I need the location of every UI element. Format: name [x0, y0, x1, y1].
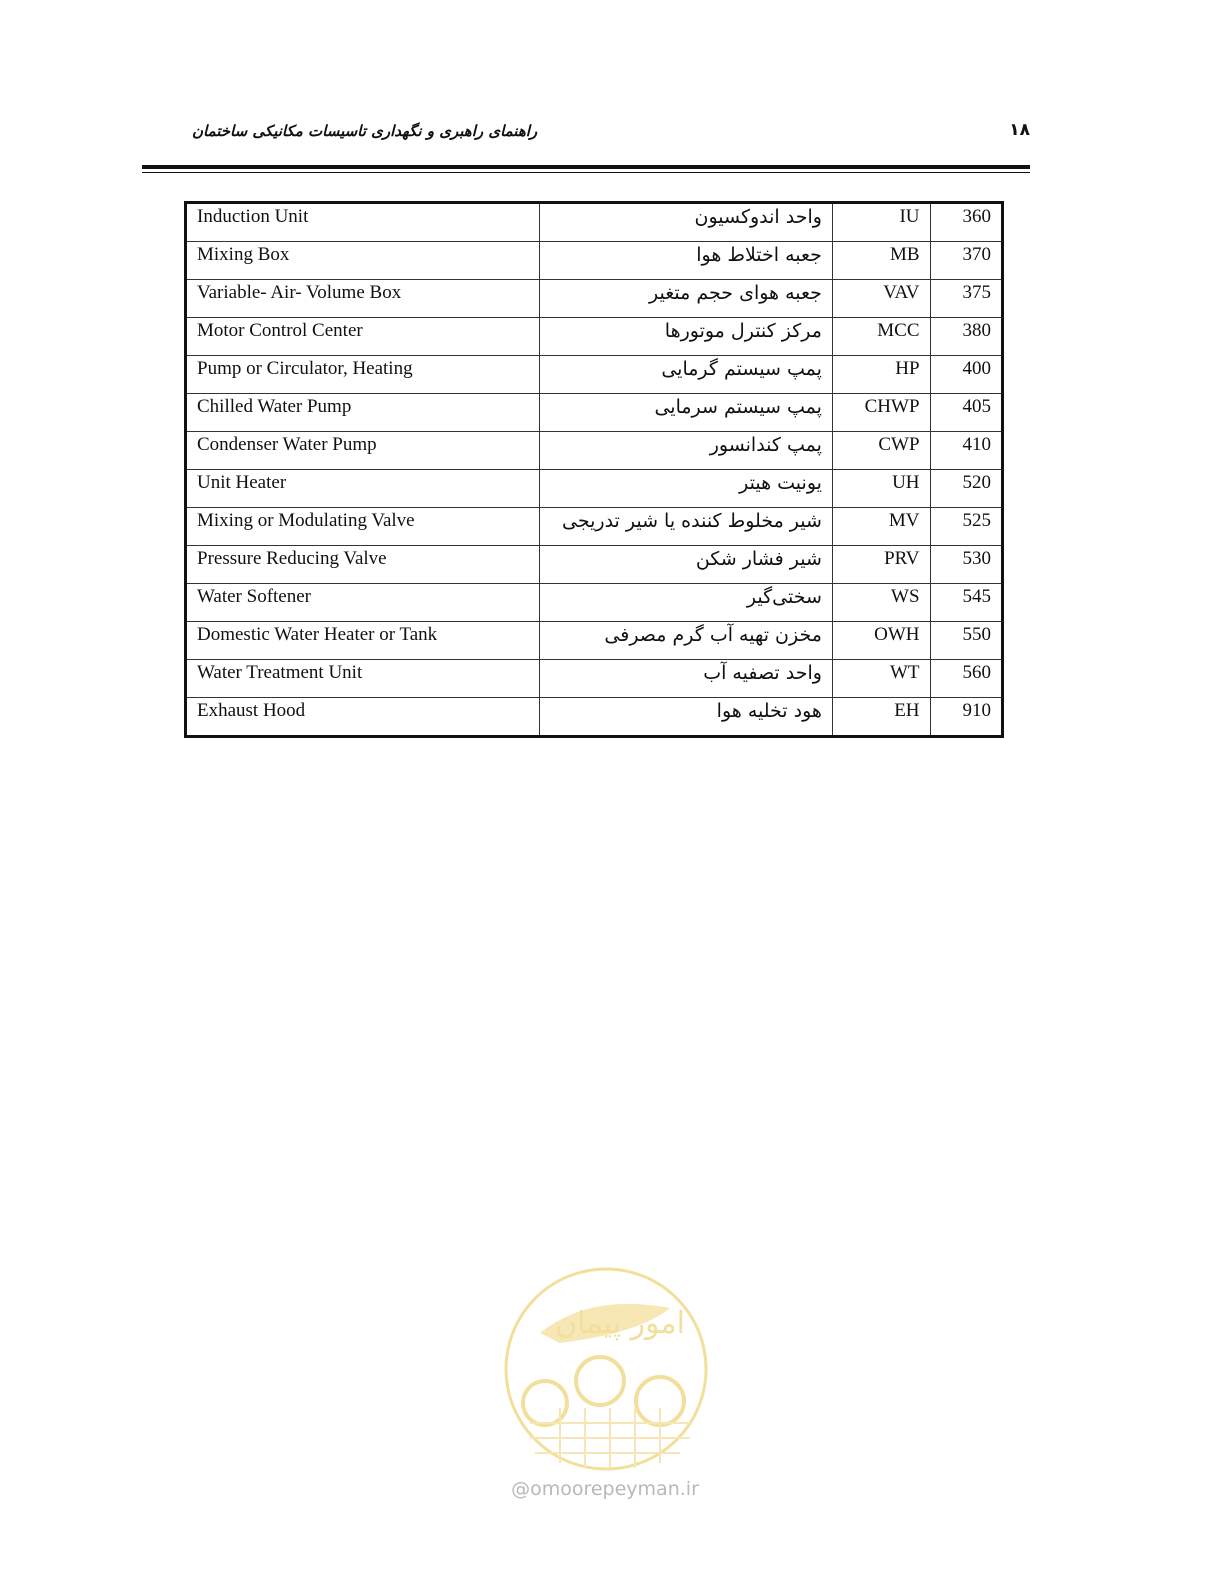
page-header — [142, 118, 1030, 150]
english-name-cell: Unit Heater — [186, 470, 540, 508]
code-number-cell: 910 — [930, 698, 1002, 737]
english-name-cell: Pump or Circulator, Heating — [186, 356, 540, 394]
table-row — [186, 470, 1003, 508]
abbreviation-cell: VAV — [832, 280, 930, 318]
persian-name-cell: مرکز کنترل موتورها — [540, 318, 833, 356]
header-rule-thin — [142, 172, 1030, 173]
english-name-cell: Variable- Air- Volume Box — [186, 280, 540, 318]
code-number-cell: 525 — [930, 508, 1002, 546]
english-name-cell: Motor Control Center — [186, 318, 540, 356]
abbreviation-cell: CHWP — [832, 394, 930, 432]
code-number-cell: 410 — [930, 432, 1002, 470]
table-row — [186, 546, 1003, 584]
english-name-cell: Mixing Box — [186, 242, 540, 280]
code-number-cell: 380 — [930, 318, 1002, 356]
persian-name-cell: یونیت هیتر — [540, 470, 833, 508]
abbreviation-cell: UH — [832, 470, 930, 508]
code-number-cell: 375 — [930, 280, 1002, 318]
english-name-cell: Condenser Water Pump — [186, 432, 540, 470]
english-name-cell: Water Treatment Unit — [186, 660, 540, 698]
code-number-cell: 545 — [930, 584, 1002, 622]
english-name-cell: Induction Unit — [186, 203, 540, 242]
watermark-url: @omoorepeyman.ir — [511, 1478, 699, 1500]
table-row — [186, 203, 1003, 242]
table-row — [186, 508, 1003, 546]
table-row — [186, 584, 1003, 622]
table-row — [186, 356, 1003, 394]
abbreviation-cell: PRV — [832, 546, 930, 584]
persian-name-cell: پمپ سیستم گرمایی — [540, 356, 833, 394]
english-name-cell: Water Softener — [186, 584, 540, 622]
english-name-cell: Pressure Reducing Valve — [186, 546, 540, 584]
table-row — [186, 394, 1003, 432]
table-row — [186, 660, 1003, 698]
abbreviation-cell: EH — [832, 698, 930, 737]
abbreviation-cell: HP — [832, 356, 930, 394]
table-row — [186, 432, 1003, 470]
english-name-cell: Exhaust Hood — [186, 698, 540, 737]
equipment-code-table — [184, 201, 1004, 738]
code-number-cell: 400 — [930, 356, 1002, 394]
code-number-cell: 530 — [930, 546, 1002, 584]
code-number-cell: 560 — [930, 660, 1002, 698]
persian-name-cell: واحد تصفیه آب — [540, 660, 833, 698]
english-name-cell: Mixing or Modulating Valve — [186, 508, 540, 546]
persian-name-cell: جعبه هوای حجم متغیر — [540, 280, 833, 318]
english-name-cell: Domestic Water Heater or Tank — [186, 622, 540, 660]
table-row — [186, 318, 1003, 356]
page-number: ۱۸ — [1009, 120, 1030, 140]
persian-name-cell: شیر فشار شکن — [540, 546, 833, 584]
persian-name-cell: شیر مخلوط کننده یا شیر تدریجی — [540, 508, 833, 546]
code-number-cell: 370 — [930, 242, 1002, 280]
abbreviation-cell: WS — [832, 584, 930, 622]
persian-name-cell: پمپ کندانسور — [540, 432, 833, 470]
abbreviation-cell: IU — [832, 203, 930, 242]
watermark-logo — [500, 1263, 712, 1475]
persian-name-cell: واحد اندوکسیون — [540, 203, 833, 242]
persian-name-cell: سختی‌گیر — [540, 584, 833, 622]
watermark-logo-text: امور پیمان — [555, 1306, 685, 1341]
table-row — [186, 242, 1003, 280]
table-row — [186, 280, 1003, 318]
header-rule-thick — [142, 165, 1030, 169]
code-number-cell: 405 — [930, 394, 1002, 432]
code-number-cell: 550 — [930, 622, 1002, 660]
persian-name-cell: هود تخلیه هوا — [540, 698, 833, 737]
abbreviation-cell: CWP — [832, 432, 930, 470]
persian-name-cell: جعبه اختلاط هوا — [540, 242, 833, 280]
table-row — [186, 622, 1003, 660]
code-number-cell: 520 — [930, 470, 1002, 508]
abbreviation-cell: WT — [832, 660, 930, 698]
book-title: راهنمای راهبری و نگهداری تاسیسات مکانیکی ساختمان — [192, 122, 538, 140]
abbreviation-cell: MB — [832, 242, 930, 280]
table-row — [186, 698, 1003, 737]
english-name-cell: Chilled Water Pump — [186, 394, 540, 432]
persian-name-cell: مخزن تهیه آب گرم مصرفی — [540, 622, 833, 660]
abbreviation-cell: MV — [832, 508, 930, 546]
persian-name-cell: پمپ سیستم سرمایی — [540, 394, 833, 432]
abbreviation-cell: MCC — [832, 318, 930, 356]
code-number-cell: 360 — [930, 203, 1002, 242]
abbreviation-cell: OWH — [832, 622, 930, 660]
